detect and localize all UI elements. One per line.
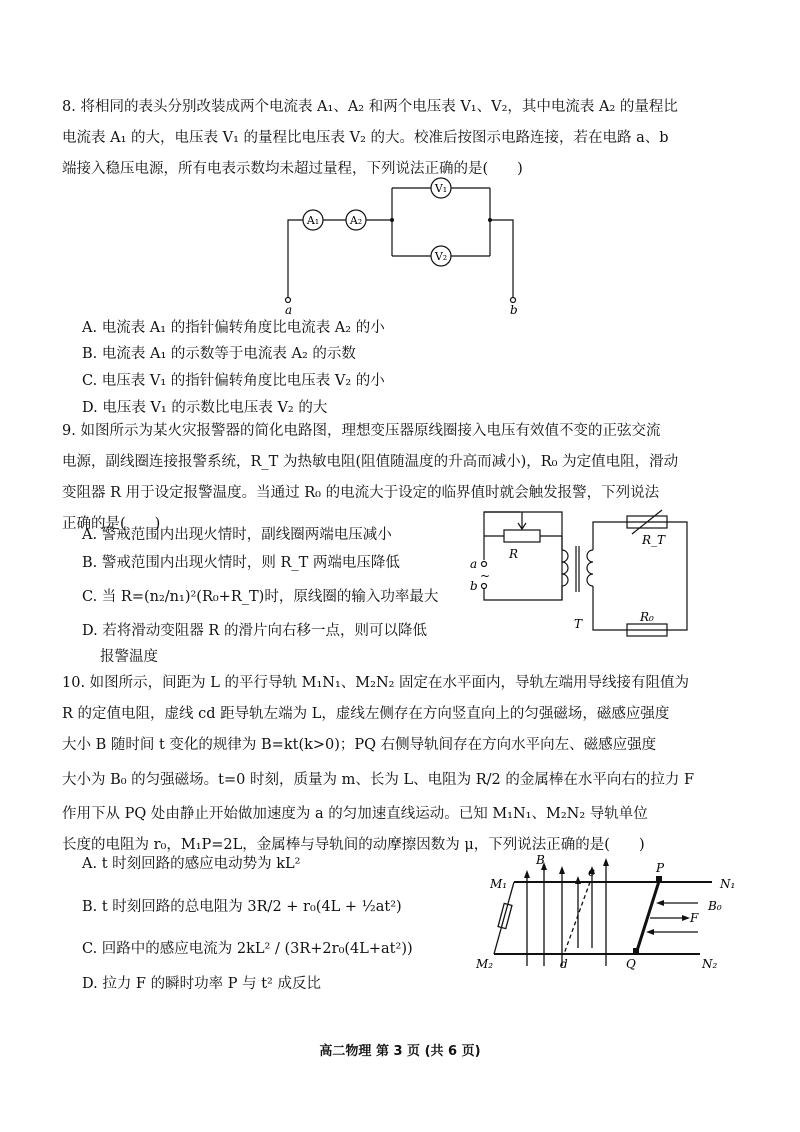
q10-line-2: R 的定值电阻，虚线 cd 距导轨左端为 L，虚线左侧存在方向竖直向上的匀强磁场，磁感应强度 [62, 706, 670, 722]
rail-n2-label: N₂ [702, 957, 718, 971]
q8-option-c: C. 电压表 V₁ 的指针偏转角度比电压表 V₂ 的小 [82, 373, 385, 389]
point-p-label: P [656, 861, 665, 875]
q8-line-1: 8. 将相同的表头分别改装成两个电流表 A₁、A₂ 和两个电压表 V₁、V₂，其中电流表 A₂ 的量程比 [62, 99, 678, 115]
ammeter-a2-label: A₂ [349, 214, 363, 227]
q10-line-6: 长度的电阻为 r₀，M₁P=2L，金属棒与导轨间的动摩擦因数为 μ，下列说法正确的是( ) [62, 837, 645, 853]
q10-line-1: 10. 如图所示，间距为 L 的平行导轨 M₁N₁、M₂N₂ 固定在水平面内，导轨左端用导线接有阻值为 [62, 675, 690, 691]
q9-option-a: A. 警戒范围内出现火情时，副线圈两端电压减小 [82, 527, 392, 543]
transformer-t-label: T [574, 617, 583, 631]
force-f-label: F [690, 911, 699, 925]
q9-option-d-cont: 报警温度 [100, 649, 158, 665]
q8-circuit-diagram [270, 170, 530, 320]
page-footer: 高二物理 第 3 页 (共 6 页) [319, 1044, 481, 1059]
q10-option-c: C. 回路中的感应电流为 2kL² / (3R+2r₀(4L+at²)) [82, 941, 413, 957]
q8-line-2: 电流表 A₁ 的大，电压表 V₁ 的量程比电压表 V₂ 的大。校准后按图示电路连接，若在电路 a、b [62, 130, 669, 146]
rail-m1-label: M₁ [490, 877, 508, 891]
q8-line-3: 端接入稳压电源，所有电表示数均未超过量程，下列说法正确的是( ) [62, 161, 523, 177]
q10-option-d: D. 拉力 F 的瞬时功率 P 与 t² 成反比 [82, 976, 321, 992]
q10-line-3: 大小 B 随时间 t 变化的规律为 B=kt(k>0)；PQ 右侧导轨间存在方向水平向左、磁感应强度 [62, 737, 657, 753]
q10-line-5: 作用下从 PQ 处由静止开始做加速度为 a 的匀加速直线运动。已知 M₁N₁、M₂N₂ 导轨单位 [62, 806, 648, 822]
q9-transformer-diagram [462, 500, 702, 645]
q9-line-2: 电源，副线圈连接报警系统，R_T 为热敏电阻(阻值随温度的升高而减小)，R₀ 为定值电阻，滑动 [62, 454, 679, 470]
point-d-label: d [560, 957, 568, 971]
point-c-label: c [588, 865, 595, 879]
ammeter-a1-label: A₁ [306, 214, 320, 227]
q10-option-a: A. t 时刻回路的感应电动势为 kL² [82, 856, 301, 872]
q9-line-1: 9. 如图所示为某火灾报警器的简化电路图，理想变压器原线圈接入电压有效值不变的正弦交流 [62, 423, 661, 439]
q9-line-3: 变阻器 R 用于设定报警温度。当通过 R₀ 的电流大于设定的临界值时就会触发报警，下列说法 [62, 485, 660, 501]
voltmeter-v2-label: V₂ [434, 250, 448, 263]
q10-rail-diagram [472, 848, 762, 976]
point-q-label: Q [626, 957, 636, 971]
terminal-b-label: b [470, 579, 478, 593]
q10-line-4: 大小为 B₀ 的匀强磁场。t=0 时刻，质量为 m、长为 L、电阻为 R/2 的金属棒在水平向右的拉力 F [62, 772, 695, 788]
q9-option-c: C. 当 R=(n₂/n₁)²(R₀+R_T)时，原线圈的输入功率最大 [82, 589, 439, 605]
field-b0-label: B₀ [708, 899, 722, 913]
rheostat-r-label: R [509, 547, 519, 561]
q8-option-d: D. 电压表 V₁ 的示数比电压表 V₂ 的大 [82, 400, 328, 416]
q9-option-d: D. 若将滑动变阻器 R 的滑片向右移一点，则可以降低 [82, 623, 427, 639]
question-10 [62, 668, 752, 861]
ac-source-icon: ~ [480, 569, 491, 583]
voltmeter-v1-label: V₁ [434, 182, 448, 195]
field-b-label: B [536, 853, 545, 867]
q8-option-a: A. 电流表 A₁ 的指针偏转角度比电流表 A₂ 的小 [82, 320, 385, 336]
rail-m2-label: M₂ [476, 957, 494, 971]
q8-option-b: B. 电流表 A₁ 的示数等于电流表 A₂ 的示数 [82, 346, 356, 362]
q10-option-b: B. t 时刻回路的总电阻为 3R/2 + r₀(4L + ½at²) [82, 899, 402, 915]
resistor-r0-label: R₀ [640, 610, 654, 624]
rail-n1-label: N₁ [720, 877, 736, 891]
terminal-a-label: a [470, 557, 478, 571]
q9-option-b: B. 警戒范围内出现火情时，则 R_T 两端电压降低 [82, 555, 400, 571]
thermistor-rt-label: R_T [642, 533, 666, 547]
q9-line-4: 正确的是( ) [62, 516, 161, 532]
terminal-a-label: a [285, 303, 293, 317]
terminal-b-label: b [510, 303, 518, 317]
